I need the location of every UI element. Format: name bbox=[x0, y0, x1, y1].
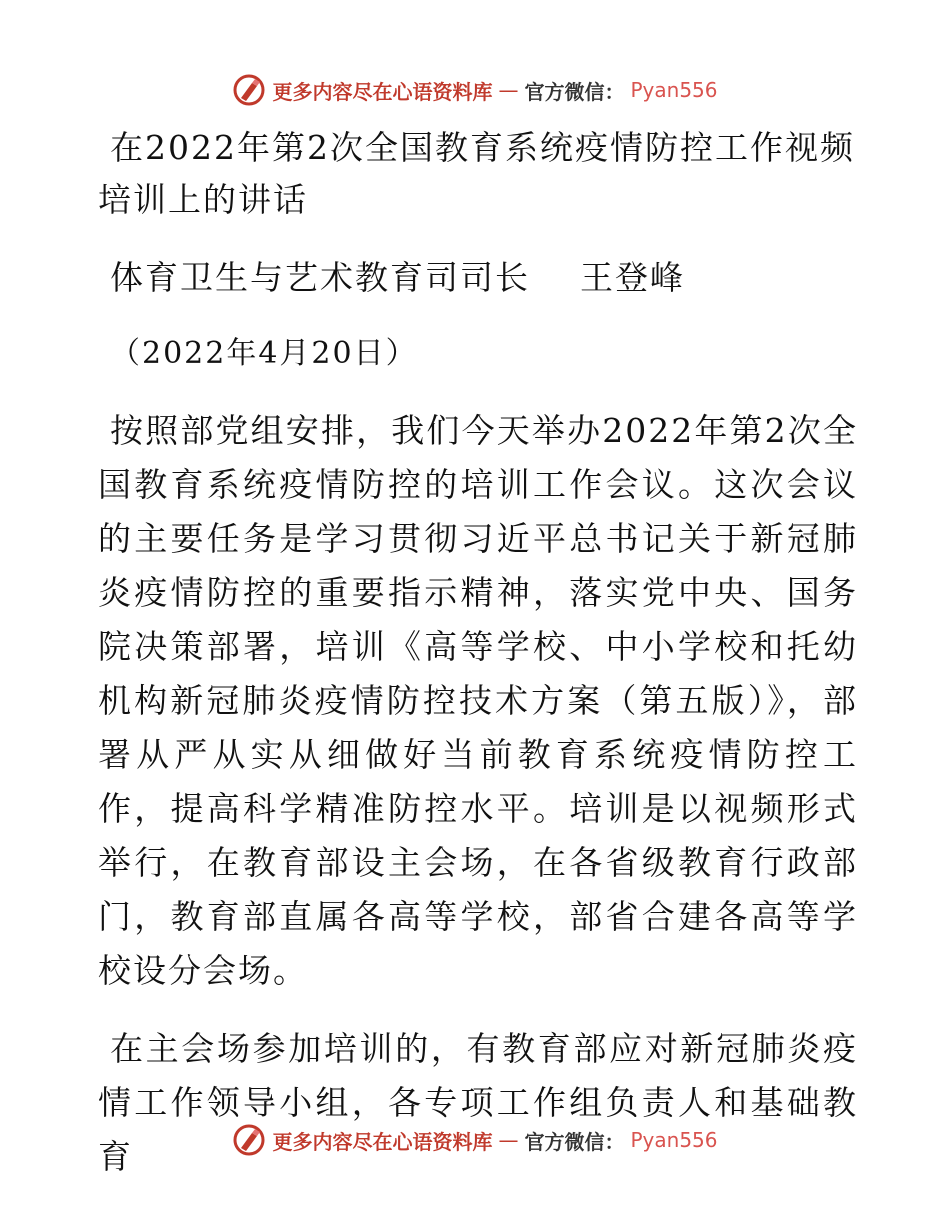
watermark-dash: — bbox=[498, 1128, 519, 1152]
watermark-label: 官方微信： bbox=[524, 1129, 625, 1154]
document-body bbox=[98, 122, 858, 1184]
pen-nib-logo-icon bbox=[232, 73, 266, 107]
watermark-label: 官方微信： bbox=[524, 79, 625, 104]
document-author: 体育卫生与艺术教育司司长 王登峰 bbox=[110, 258, 685, 297]
footer-watermark bbox=[0, 1123, 950, 1157]
document-date: （2022年4月20日） bbox=[110, 336, 418, 371]
paragraph-1: 按照部党组安排，我们今天举办2022年第2次全国教育系统疫情防控的培训工作会议。这次会议的主要任务是学习贯彻习近平总书记关于新冠肺炎疫情防控的重要指示精神，落实党中央、国务院决策部署，培训《高等学校、中小学校和托幼机构新冠肺炎疫情防控技术方案（第五版）》，部署从严从实从细做好当前教育系统疫情防控工作，提高科学精准防控水平。培训是以视频形式举行，在教育部设主会场，在各省级教育行政部门，教育部直属各高等学校，部省合建各高等学校设分会场。 bbox=[98, 411, 858, 990]
watermark-brand: 更多内容尽在心语资料库 bbox=[272, 1129, 493, 1154]
pen-nib-logo-icon bbox=[232, 1123, 266, 1157]
watermark-brand: 更多内容尽在心语资料库 bbox=[272, 79, 493, 104]
watermark-wechat-id: Pyan556 bbox=[630, 78, 718, 102]
document-title: 在2022年第2次全国教育系统疫情防控工作视频培训上的讲话 bbox=[98, 128, 855, 219]
header-watermark bbox=[0, 73, 950, 107]
watermark-dash: — bbox=[498, 78, 519, 102]
watermark-wechat-id: Pyan556 bbox=[630, 1128, 718, 1152]
paragraph-2: 在主会场参加培训的，有教育部应对新冠肺炎疫情工作领导小组，各专项工作组负责人和基础教育 bbox=[98, 1029, 858, 1176]
